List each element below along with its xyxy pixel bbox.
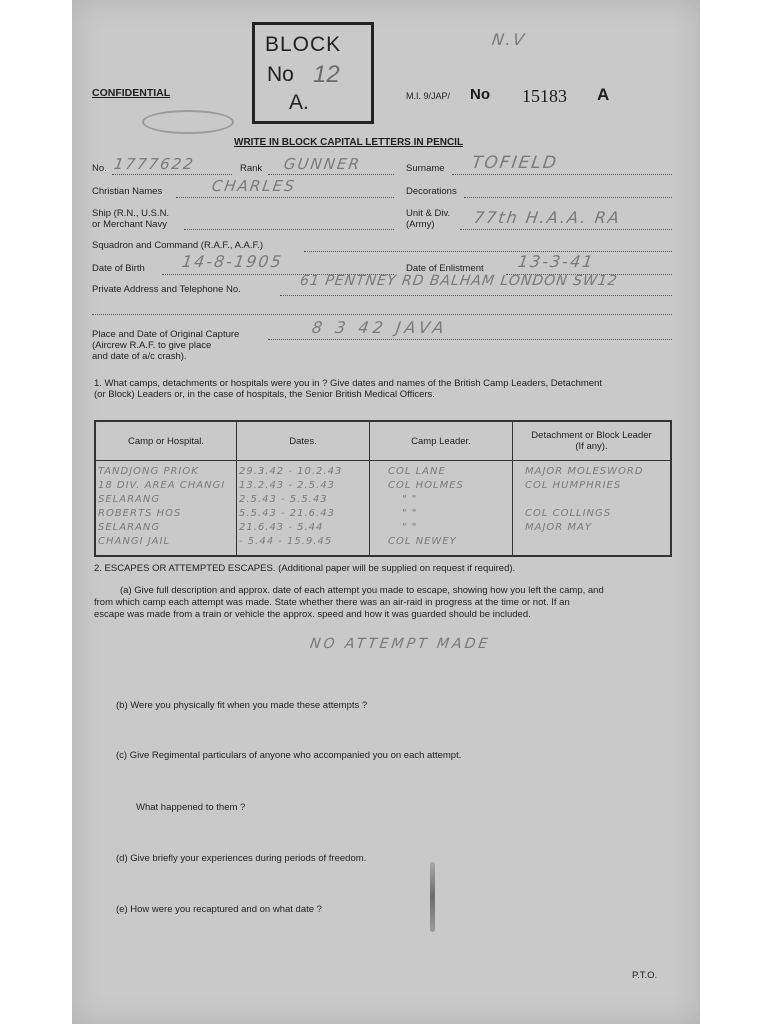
stamp-letter: A. xyxy=(289,91,309,114)
q2c-followup: What happened to them ? xyxy=(136,802,246,813)
christian-label: Christian Names xyxy=(92,186,163,197)
q2a-answer: NO ATTEMPT MADE xyxy=(308,636,492,652)
table-cell: MAJOR MOLESWORD xyxy=(525,466,644,477)
stamp-block-text: BLOCK xyxy=(265,33,342,56)
table-cell: COL NEWEY xyxy=(388,536,457,547)
confidential-label: CONFIDENTIAL xyxy=(92,87,171,99)
q2a-line2: from which camp each attempt was made. State whether there was an air-raid in progress at the time or not. If an xyxy=(94,597,570,608)
table-cell: COL COLLINGS xyxy=(525,508,612,519)
camps-table xyxy=(94,420,672,557)
enlist-label: Date of Enlistment xyxy=(406,263,484,274)
q2-title: 2. ESCAPES OR ATTEMPTED ESCAPES. (Additional paper will be supplied on request if required). xyxy=(94,563,516,574)
corner-mark: N.V xyxy=(490,30,528,49)
detachment-column xyxy=(513,461,672,557)
rank-value: GUNNER xyxy=(282,155,363,173)
table-cell: MAJOR MAY xyxy=(525,522,592,533)
surname-label: Surname xyxy=(406,163,445,174)
dob-label: Date of Birth xyxy=(92,263,145,274)
table-cell: TANDJONG PRIOK xyxy=(98,466,199,477)
table-cell: - 5.44 - 15.9.45 xyxy=(239,536,333,547)
ship-label-2: or Merchant Navy xyxy=(92,219,167,230)
ref-letter: A xyxy=(597,85,610,104)
q1-line2: (or Block) Leaders or, in the case of hospitals, the Senior British Medical Officers. xyxy=(94,389,435,400)
christian-value: CHARLES xyxy=(210,177,298,195)
no-value: 1777622 xyxy=(112,155,197,173)
table-cell: " " xyxy=(402,508,418,519)
capture-label-3: and date of a/c crash). xyxy=(92,351,187,362)
table-cell: 2.5.43 - 5.5.43 xyxy=(239,494,328,505)
ship-label-1: Ship (R.N., U.S.N. xyxy=(92,208,170,219)
leader-column xyxy=(370,461,513,557)
rank-label: Rank xyxy=(240,163,263,174)
pto-label: P.T.O. xyxy=(632,970,658,981)
table-cell: ROBERTS HOS xyxy=(98,508,182,519)
no-label: No. xyxy=(92,163,107,174)
q2a-line1: (a) Give full description and approx. date of each attempt you made to escape, showing how you left the camp, and xyxy=(120,585,604,596)
q2e: (e) How were you recaptured and on what date ? xyxy=(116,904,322,915)
capture-label-2: (Aircrew R.A.F. to give place xyxy=(92,340,212,351)
q2c: (c) Give Regimental particulars of anyone who accompanied you on each attempt. xyxy=(116,750,462,761)
instruction-heading: WRITE IN BLOCK CAPITAL LETTERS IN PENCIL xyxy=(234,137,464,148)
capture-label-1: Place and Date of Original Capture xyxy=(92,329,240,340)
address-label: Private Address and Telephone No. xyxy=(92,284,241,295)
table-cell: 29.3.42 - 10.2.43 xyxy=(239,466,343,477)
col-header-detachment: Detachment or Block Leader (If any). xyxy=(513,421,672,461)
decorations-label: Decorations xyxy=(406,186,457,197)
q2b: (b) Were you physically fit when you made these attempts ? xyxy=(116,700,368,711)
col-header-camp: Camp or Hospital. xyxy=(95,421,237,461)
stamp-no-text: No xyxy=(267,63,294,86)
string-loop xyxy=(142,110,234,134)
ref-number: 15183 xyxy=(522,86,567,106)
q1-line1: 1. What camps, detachments or hospitals were you in ? Give dates and names of the British Camp Leaders, Detachment xyxy=(94,378,602,389)
table-cell xyxy=(515,493,668,507)
table-cell: COL LANE xyxy=(388,466,446,477)
form-sheet xyxy=(72,0,700,1024)
table-cell: SELARANG xyxy=(98,522,161,533)
dates-column xyxy=(237,461,370,557)
ref-prefix: M.I. 9/JAP/ xyxy=(406,91,451,101)
unit-label-2: (Army) xyxy=(406,219,435,230)
ink-smudge xyxy=(430,862,435,932)
squadron-label: Squadron and Command (R.A.F., A.A.F.) xyxy=(92,240,264,251)
ref-no-label: No xyxy=(470,86,490,103)
stamp-number: 12 xyxy=(313,61,340,88)
col-header-dates: Dates. xyxy=(237,421,370,461)
col-header-leader: Camp Leader. xyxy=(370,421,513,461)
dob-value: 14-8-1905 xyxy=(180,252,285,271)
address-value: 61 PENTNEY RD BALHAM LONDON SW12 xyxy=(298,273,619,289)
table-cell: " " xyxy=(402,494,418,505)
table-cell: 13.2.43 - 2.5.43 xyxy=(239,480,335,491)
unit-label-1: Unit & Div. xyxy=(406,208,451,219)
table-cell: CHANGI JAIL xyxy=(98,536,171,547)
table-cell: 5.5.43 - 21.6.43 xyxy=(239,508,335,519)
q2a-line3: escape was made from a train or vehicle the approx. speed and how it was guarded should be included. xyxy=(94,609,531,620)
table-cell xyxy=(515,535,668,549)
table-cell: 21.6.43 - 5.44 xyxy=(239,522,324,533)
camp-column xyxy=(95,461,237,557)
block-stamp xyxy=(252,22,374,124)
table-cell: COL HOLMES xyxy=(388,480,464,491)
table-cell: 18 DIV. AREA CHANGI xyxy=(98,480,226,491)
enlist-value: 13-3-41 xyxy=(516,252,596,271)
surname-value: TOFIELD xyxy=(470,153,560,173)
table-cell: COL HUMPHRIES xyxy=(525,480,622,491)
table-cell: SELARANG xyxy=(98,494,161,505)
unit-value: 77th H.A.A. RA xyxy=(472,208,623,227)
capture-value: 8 3 42 JAVA xyxy=(310,318,449,337)
table-cell: " " xyxy=(402,522,418,533)
q2d: (d) Give briefly your experiences during periods of freedom. xyxy=(116,853,367,864)
